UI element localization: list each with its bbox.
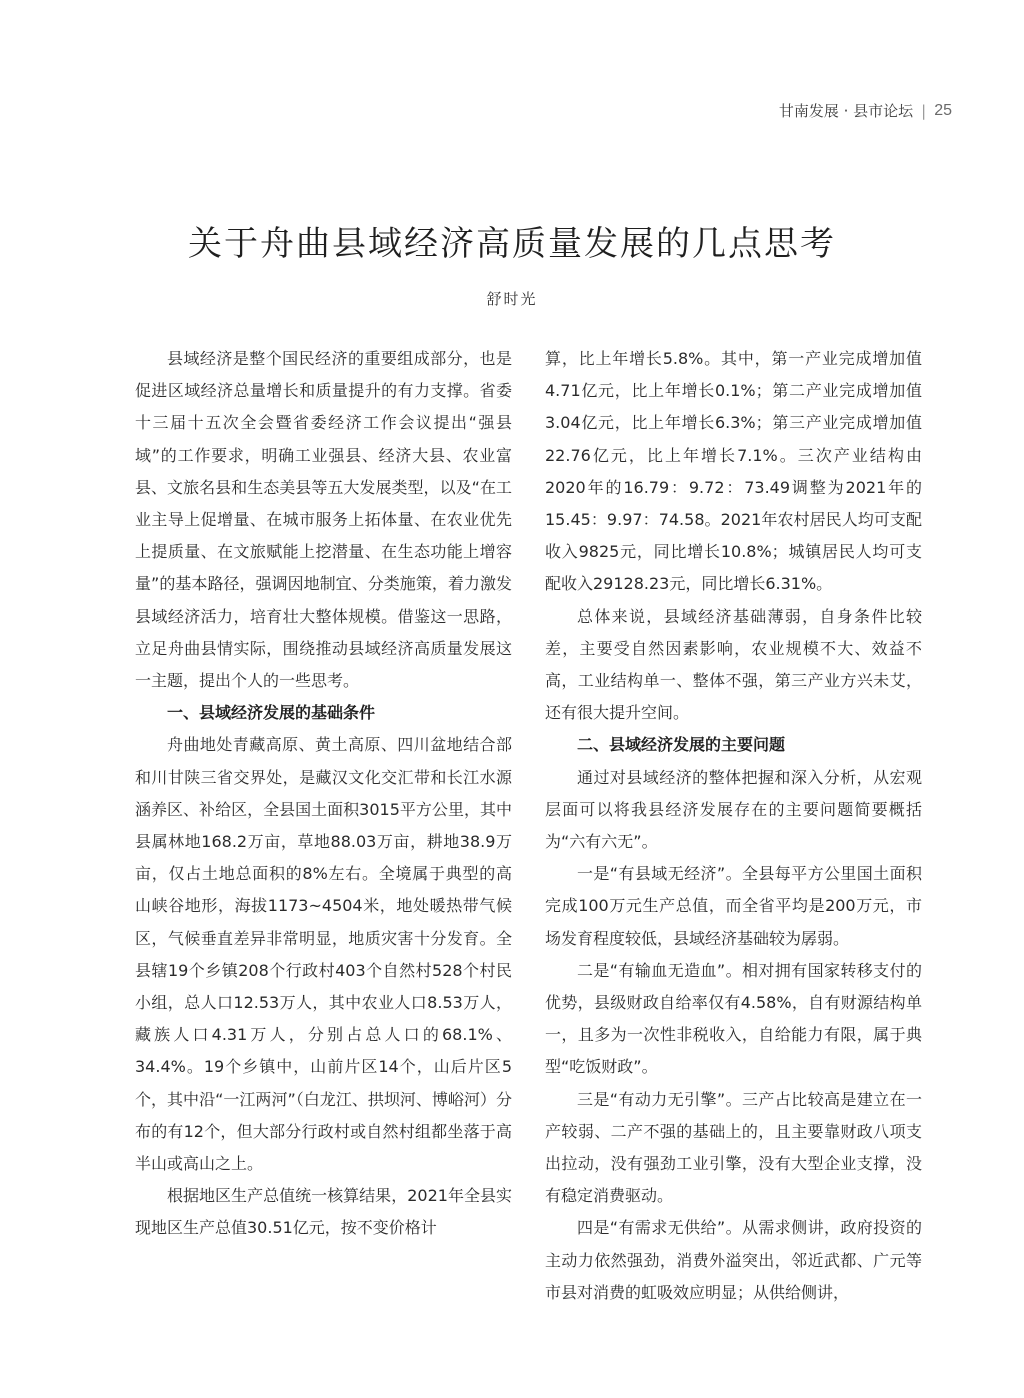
- header-separator: |: [921, 101, 927, 120]
- section-heading-1: 一、县域经济发展的基础条件: [167, 703, 376, 723]
- paragraph-gdp-continued: 算，比上年增长5.8%。其中，第一产业完成增加值4.71亿元，比上年增长0.1%；第二产业完成增加值3.04亿元，比上年增长6.3%；第三产业完成增加值22.76亿元，比上年增长7.1%。三次产业结构由2020年的16.79：9.72：73.49调整为2021年的15.45：9.97：74.58。2021年农村居民人均可支配收入9825元，同比增长10.8%；城镇居民人均可支配收入29128.23元，同比增长6.31%。: [545, 349, 922, 594]
- paragraph-gdp: 根据地区生产总值统一核算结果，2021年全县实现地区生产总值30.51亿元，按不变价格计: [135, 1186, 512, 1238]
- article-title: 关于舟曲县域经济高质量发展的几点思考: [188, 224, 836, 264]
- paragraph-problems-intro: 通过对县域经济的整体把握和深入分析，从宏观层面可以将我县经济发展存在的主要问题简要概括为“六有六无”。: [545, 767, 922, 852]
- page-number: 25: [934, 101, 952, 119]
- paragraph-basic-conditions: 舟曲地处青藏高原、黄土高原、四川盆地结合部和川甘陕三省交界处，是藏汉文化交汇带和长江水源涵养区、补给区，全县国土面积3015平方公里，其中县属林地168.2万亩，草地88.03万亩，耕地38.9万亩，仅占土地总面积的8%左右。全境属于典型的高山峡谷地形，海拔1173~4504米，地处暖热带气候区，气候垂直差异非常明显，地质灾害十分发育。全县辖19个乡镇208个行政村403个自然村528个村民小组，总人口12.53万人，其中农业人口8.53万人，藏族人口4.31万人，分别占总人口的68.1%、34.4%。19个乡镇中，山前片区14个，山后片区5个，其中沿“一江两河”（白龙江、拱坝河、博峪河）分布的有12个，但大部分行政村或自然村组都坐落于高半山或高山之上。: [135, 735, 512, 1174]
- paragraph-problem-1: 一是“有县域无经济”。全县每平方公里国土面积完成100万元生产总值，而全省平均是200万元，市场发育程度较低，县域经济基础较为孱弱。: [545, 864, 922, 948]
- paragraph-intro: 县域经济是整个国民经济的重要组成部分，也是促进区域经济总量增长和质量提升的有力支撑。省委十三届十五次全会暨省委经济工作会议提出“强县域”的工作要求，明确工业强县、经济大县、农业富县、文旅名县和生态美县等五大发展类型，以及“在工业主导上促增量、在城市服务上拓体量、在农业优先上提质量、在文旅赋能上挖潜量、在生态功能上增容量”的基本路径，强调因地制宜、分类施策，着力激发县域经济活力，培育壮大整体规模。借鉴这一思路，立足舟曲县情实际，围绕推动县域经济高质量发展这一主题，提出个人的一些思考。: [135, 349, 512, 691]
- right-column: [545, 343, 922, 1309]
- running-header: [779, 100, 952, 121]
- article-author: 舒时光: [486, 290, 538, 308]
- paragraph-summary: 总体来说，县域经济基础薄弱，自身条件比较差，主要受自然因素影响，农业规模不大、效益不高，工业结构单一、整体不强，第三产业方兴未艾，还有很大提升空间。: [545, 606, 922, 723]
- left-column: [135, 343, 512, 1245]
- paragraph-problem-2: 二是“有输血无造血”。相对拥有国家转移支付的优势，县级财政自给率仅有4.58%，自有财源结构单一，且多为一次性非税收入，自给能力有限，属于典型“吃饭财政”。: [545, 960, 922, 1077]
- section-heading-2: 二、县域经济发展的主要问题: [577, 735, 786, 755]
- paragraph-problem-3: 三是“有动力无引擎”。三产占比较高是建立在一产较弱、二产不强的基础上的，且主要靠财政八项支出拉动，没有强劲工业引擎，没有大型企业支撑，没有稳定消费驱动。: [545, 1089, 922, 1206]
- journal-section: 甘南发展 · 县市论坛: [778, 102, 914, 120]
- paragraph-problem-4: 四是“有需求无供给”。从需求侧讲，政府投资的主动力依然强劲，消费外溢突出，邻近武都、广元等市县对消费的虹吸效应明显；从供给侧讲，: [545, 1218, 922, 1302]
